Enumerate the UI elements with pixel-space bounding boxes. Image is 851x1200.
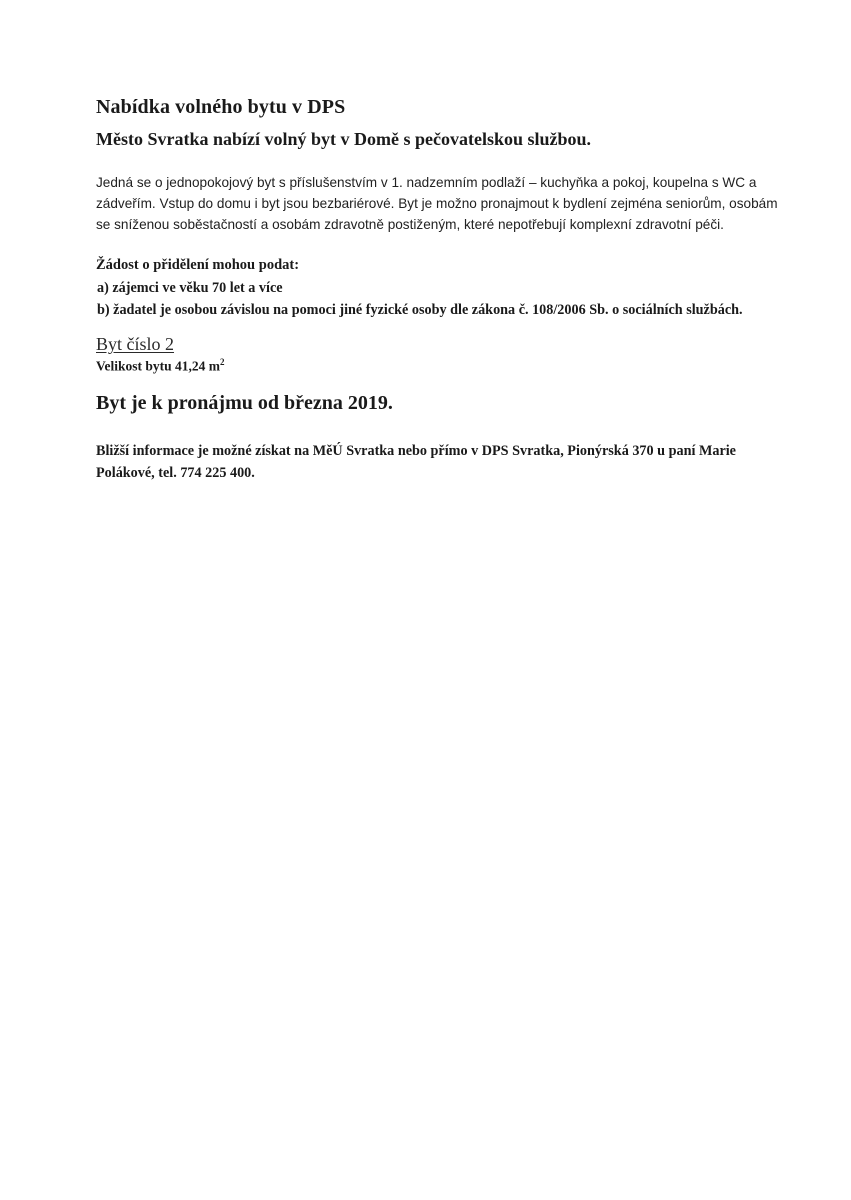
requirements-list: [97, 277, 743, 321]
description-line: Jedná se o jednopokojový byt s příslušenstvím v 1. nadzemním podlaží – kuchyňka a pokoj, koupelna s WC a: [96, 175, 757, 190]
contact-line: Bližší informace je možné získat na MěÚ Svratka nebo přímo v DPS Svratka, Pionýrská 370 u paní Marie: [96, 443, 736, 459]
document-subtitle: Město Svratka nabízí volný byt v Domě s pečovatelskou službou.: [96, 129, 592, 149]
contact-line: Polákové, tel. 774 225 400.: [96, 465, 255, 481]
unit-number-heading: Byt číslo 2: [96, 334, 175, 354]
requirement-item: a) zájemci ve věku 70 let a více: [97, 280, 283, 296]
description-line: zádveřím. Vstup do domu i byt jsou bezbariérové. Byt je možno pronajmout k bydlení zejména seniorům, osobám: [96, 196, 778, 211]
requirement-item: b) žadatel je osobou závislou na pomoci jiné fyzické osoby dle zákona č. 108/2006 Sb. o sociálních službách.: [97, 302, 743, 318]
unit-size-text: Velikost bytu 41,24 m: [96, 358, 221, 374]
requirements-heading: Žádost o přidělení mohou podat:: [96, 257, 300, 273]
unit-size: [96, 357, 225, 375]
availability-statement: Byt je k pronájmu od března 2019.: [96, 392, 393, 414]
unit-size-superscript: 2: [220, 357, 225, 367]
document-title: Nabídka volného bytu v DPS: [96, 96, 346, 118]
description-line: se sníženou soběstačností a osobám zdravotně postiženým, které nepotřebují komplexní zdravotní péči.: [96, 217, 724, 232]
apartment-description: [96, 172, 786, 235]
contact-information: [96, 440, 786, 484]
